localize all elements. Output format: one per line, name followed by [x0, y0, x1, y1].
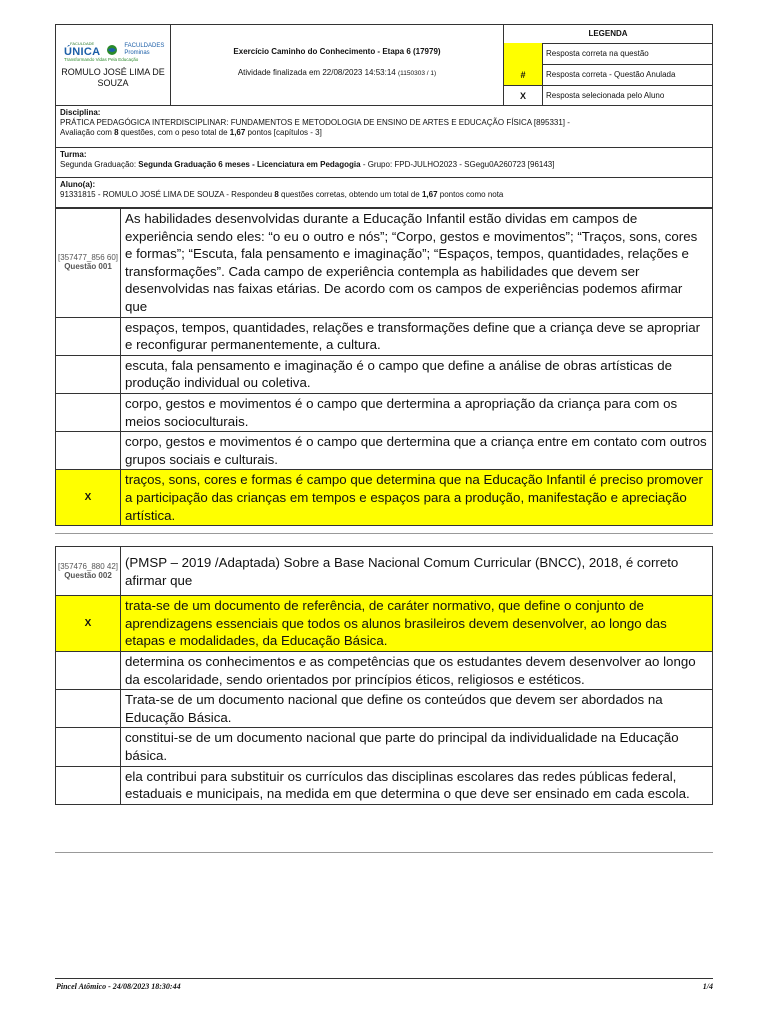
turma-suffix: - Grupo: FPD-JULHO2023 - SGegu0A260723 [96143]	[360, 160, 555, 169]
aluno-suffix: pontos como nota	[437, 190, 504, 199]
answer-text: constitui-se de um documento nacional que parte do principal da individualidade na Educação básica.	[125, 730, 679, 763]
num-questions: 8	[114, 128, 119, 137]
question-statement: (PMSP – 2019 /Adaptada) Sobre a Base Nacional Comum Curricular (BNCC), 2018, é correto afirmar que	[125, 555, 679, 588]
legend-row-selected	[504, 85, 712, 106]
question-separator	[55, 852, 713, 853]
answer-text: trata-se de um documento de referência, de caráter normativo, que define o conjunto de aprendizagens essenciais que todos os alunos brasileiros devem desenvolver, ao longo das etapas e modalidades, da Educação Básica.	[125, 598, 667, 649]
footer-rule	[55, 978, 713, 979]
question-id: [357476_880 42]	[57, 561, 119, 571]
answer-text: espaços, tempos, quantidades, relações e transformações define que a criança deve se apropriar e reconfigurar permanentemente, a cultura.	[125, 319, 701, 353]
disciplina-name: PRÁTICA PEDAGÓGICA INTERDISCIPLINAR: FUNDAMENTOS E METODOLOGIA DE ENSINO DE ARTES E EDUCAÇÃO FÍSICA [895331] -	[60, 118, 570, 127]
legend-symbol: #	[504, 64, 543, 85]
answer-mark-cell	[56, 596, 121, 651]
answer-mark-cell	[56, 652, 121, 689]
question-number: Questão 001	[64, 262, 112, 272]
finished-code: (1150303 / 1)	[397, 70, 437, 77]
finished-label: Atividade finalizada em 22/08/2023 14:53:14	[237, 68, 396, 77]
page-number: 1/4	[702, 982, 713, 991]
question-id-cell	[56, 547, 121, 595]
answer-option[interactable]	[56, 690, 712, 728]
logo-unica-block	[64, 41, 100, 58]
answer-mark-cell	[56, 728, 121, 765]
student-name: ROMULO JOSÉ LIMA DE SOUZA	[61, 67, 165, 88]
question-statement-row	[56, 209, 712, 318]
disciplina-block	[55, 106, 713, 148]
answer-option[interactable]	[56, 767, 712, 804]
turma-block	[55, 148, 713, 178]
logo-tagline: Transformando Vidas Pela Educação	[64, 57, 139, 62]
answer-text: Trata-se de um documento nacional que define os conteúdos que devem ser abordados na Educação Básica.	[125, 692, 663, 725]
answer-option[interactable]	[56, 356, 712, 394]
exam-finished-info	[171, 68, 503, 77]
legend-text: Resposta correta - Questão Anulada	[546, 70, 676, 79]
question-block	[55, 208, 713, 526]
answer-text: corpo, gestos e movimentos é o campo que dertermina que a criança entre em contato com outros grupos sociais e culturais.	[125, 434, 707, 467]
answer-mark-cell	[56, 690, 121, 727]
answer-mark-cell	[56, 394, 121, 431]
question-id: [357477_856 60]	[57, 253, 119, 263]
answer-option[interactable]	[56, 432, 712, 470]
legend-symbol	[504, 43, 543, 64]
turma-info	[60, 160, 708, 170]
answer-option[interactable]	[56, 652, 712, 690]
answer-option[interactable]	[56, 728, 712, 766]
aluno-label: Aluno(a):	[60, 180, 96, 189]
eval-mid: questões, com o peso total de	[118, 128, 230, 137]
legend-row-annulled	[504, 64, 712, 86]
logo-prominas-text: FACULDADES Prominas	[124, 42, 165, 56]
aluno-mid: questões corretas, obtendo um total de	[278, 190, 422, 199]
aluno-prefix: 91331815 - ROMULO JOSÉ LIMA DE SOUZA - Respondeu	[60, 190, 275, 199]
answer-text: ela contribui para substituir os currículos das disciplinas escolares das redes públicas federal, estaduais e municipais, na medida em que determina o que deve ser ensinado em cada escola.	[125, 768, 690, 802]
answer-text: determina os conhecimentos e as competências que os estudantes devem desenvolver ao longo da escolaridade, sendo orientados por princípios éticos, religiosos e estéticos.	[125, 653, 696, 687]
disciplina-label: Disciplina:	[60, 108, 101, 117]
answer-text: escuta, fala pensamento e imaginação é o campo que define a análise de obras artísticas de produção individual ou coletiva.	[125, 357, 672, 391]
question-id-cell	[56, 209, 121, 317]
answer-text: traços, sons, cores e formas é campo que determina que na Educação Infantil é preciso promover a participação das crianças em tempos e espaços para a produção, manifestação e apreciação artística.	[125, 472, 703, 523]
question-separator	[55, 533, 713, 534]
turma-course: Segunda Graduação 6 meses - Licenciatura em Pedagogia	[138, 160, 361, 169]
answer-text: corpo, gestos e movimentos é o campo que dertermina a apropriação da criança para com os meios socioculturais.	[125, 395, 678, 429]
eval-prefix: Avaliação com	[60, 128, 115, 137]
legend-text: Resposta correta na questão	[546, 49, 649, 58]
legend-box	[504, 24, 713, 106]
answer-mark: X	[84, 618, 92, 630]
globe-icon	[106, 44, 118, 56]
answer-mark-cell	[56, 318, 121, 355]
answer-mark: X	[84, 492, 92, 504]
footer-timestamp: Pincel Atômico - 24/08/2023 18:30:44	[56, 982, 181, 991]
legend-title: LEGENDA	[504, 25, 712, 44]
exam-header-cell	[171, 24, 504, 106]
aluno-info	[60, 190, 708, 200]
header-logo-cell	[55, 24, 171, 106]
answer-option[interactable]	[56, 318, 712, 356]
answer-option-selected[interactable]	[56, 596, 712, 652]
institution-logo	[64, 41, 165, 58]
question-statement: As habilidades desenvolvidas durante a Educação Infantil estão dividas em campos de experiência sendo eles: “o eu o outro e nós”; “Corpo, gestos e movimentos”; “Traços, sons, cores e formas”; “Escuta, fala pensamento e imaginação”; “Espaços, tempos, quantidades, relações e transformações”. Cada campo de experiência contempla as habilidades que devem ser desenvolvidas nas faixas etárias. De acordo com os campos de experiências podemos afirmar que	[125, 211, 698, 314]
aluno-block	[55, 178, 713, 208]
eval-suffix: pontos [capítulos - 3]	[245, 128, 322, 137]
question-number: Questão 002	[64, 570, 112, 580]
logo-faculdade-text: FACULDADE	[70, 41, 95, 46]
turma-prefix: Segunda Graduação:	[60, 160, 139, 169]
answer-mark-cell	[56, 767, 121, 804]
points-total: 1,67	[421, 190, 438, 199]
answer-mark-cell	[56, 356, 121, 393]
question-block	[55, 546, 713, 805]
legend-text: Resposta selecionada pelo Aluno	[546, 91, 665, 100]
exam-title: Exercício Caminho do Conhecimento - Etapa 6 (17979)	[233, 47, 441, 56]
disciplina-eval	[60, 128, 708, 138]
answer-mark-cell	[56, 470, 121, 525]
answer-mark-cell	[56, 432, 121, 469]
logo-unica-text: ÚNICA	[64, 46, 101, 58]
legend-symbol: X	[504, 85, 543, 106]
total-weight: 1,67	[229, 128, 246, 137]
legend-row-correct	[504, 43, 712, 65]
correct-count: 8	[274, 190, 279, 199]
question-statement-row	[56, 547, 712, 596]
turma-label: Turma:	[60, 150, 87, 159]
answer-option-selected[interactable]	[56, 470, 712, 525]
answer-option[interactable]	[56, 394, 712, 432]
